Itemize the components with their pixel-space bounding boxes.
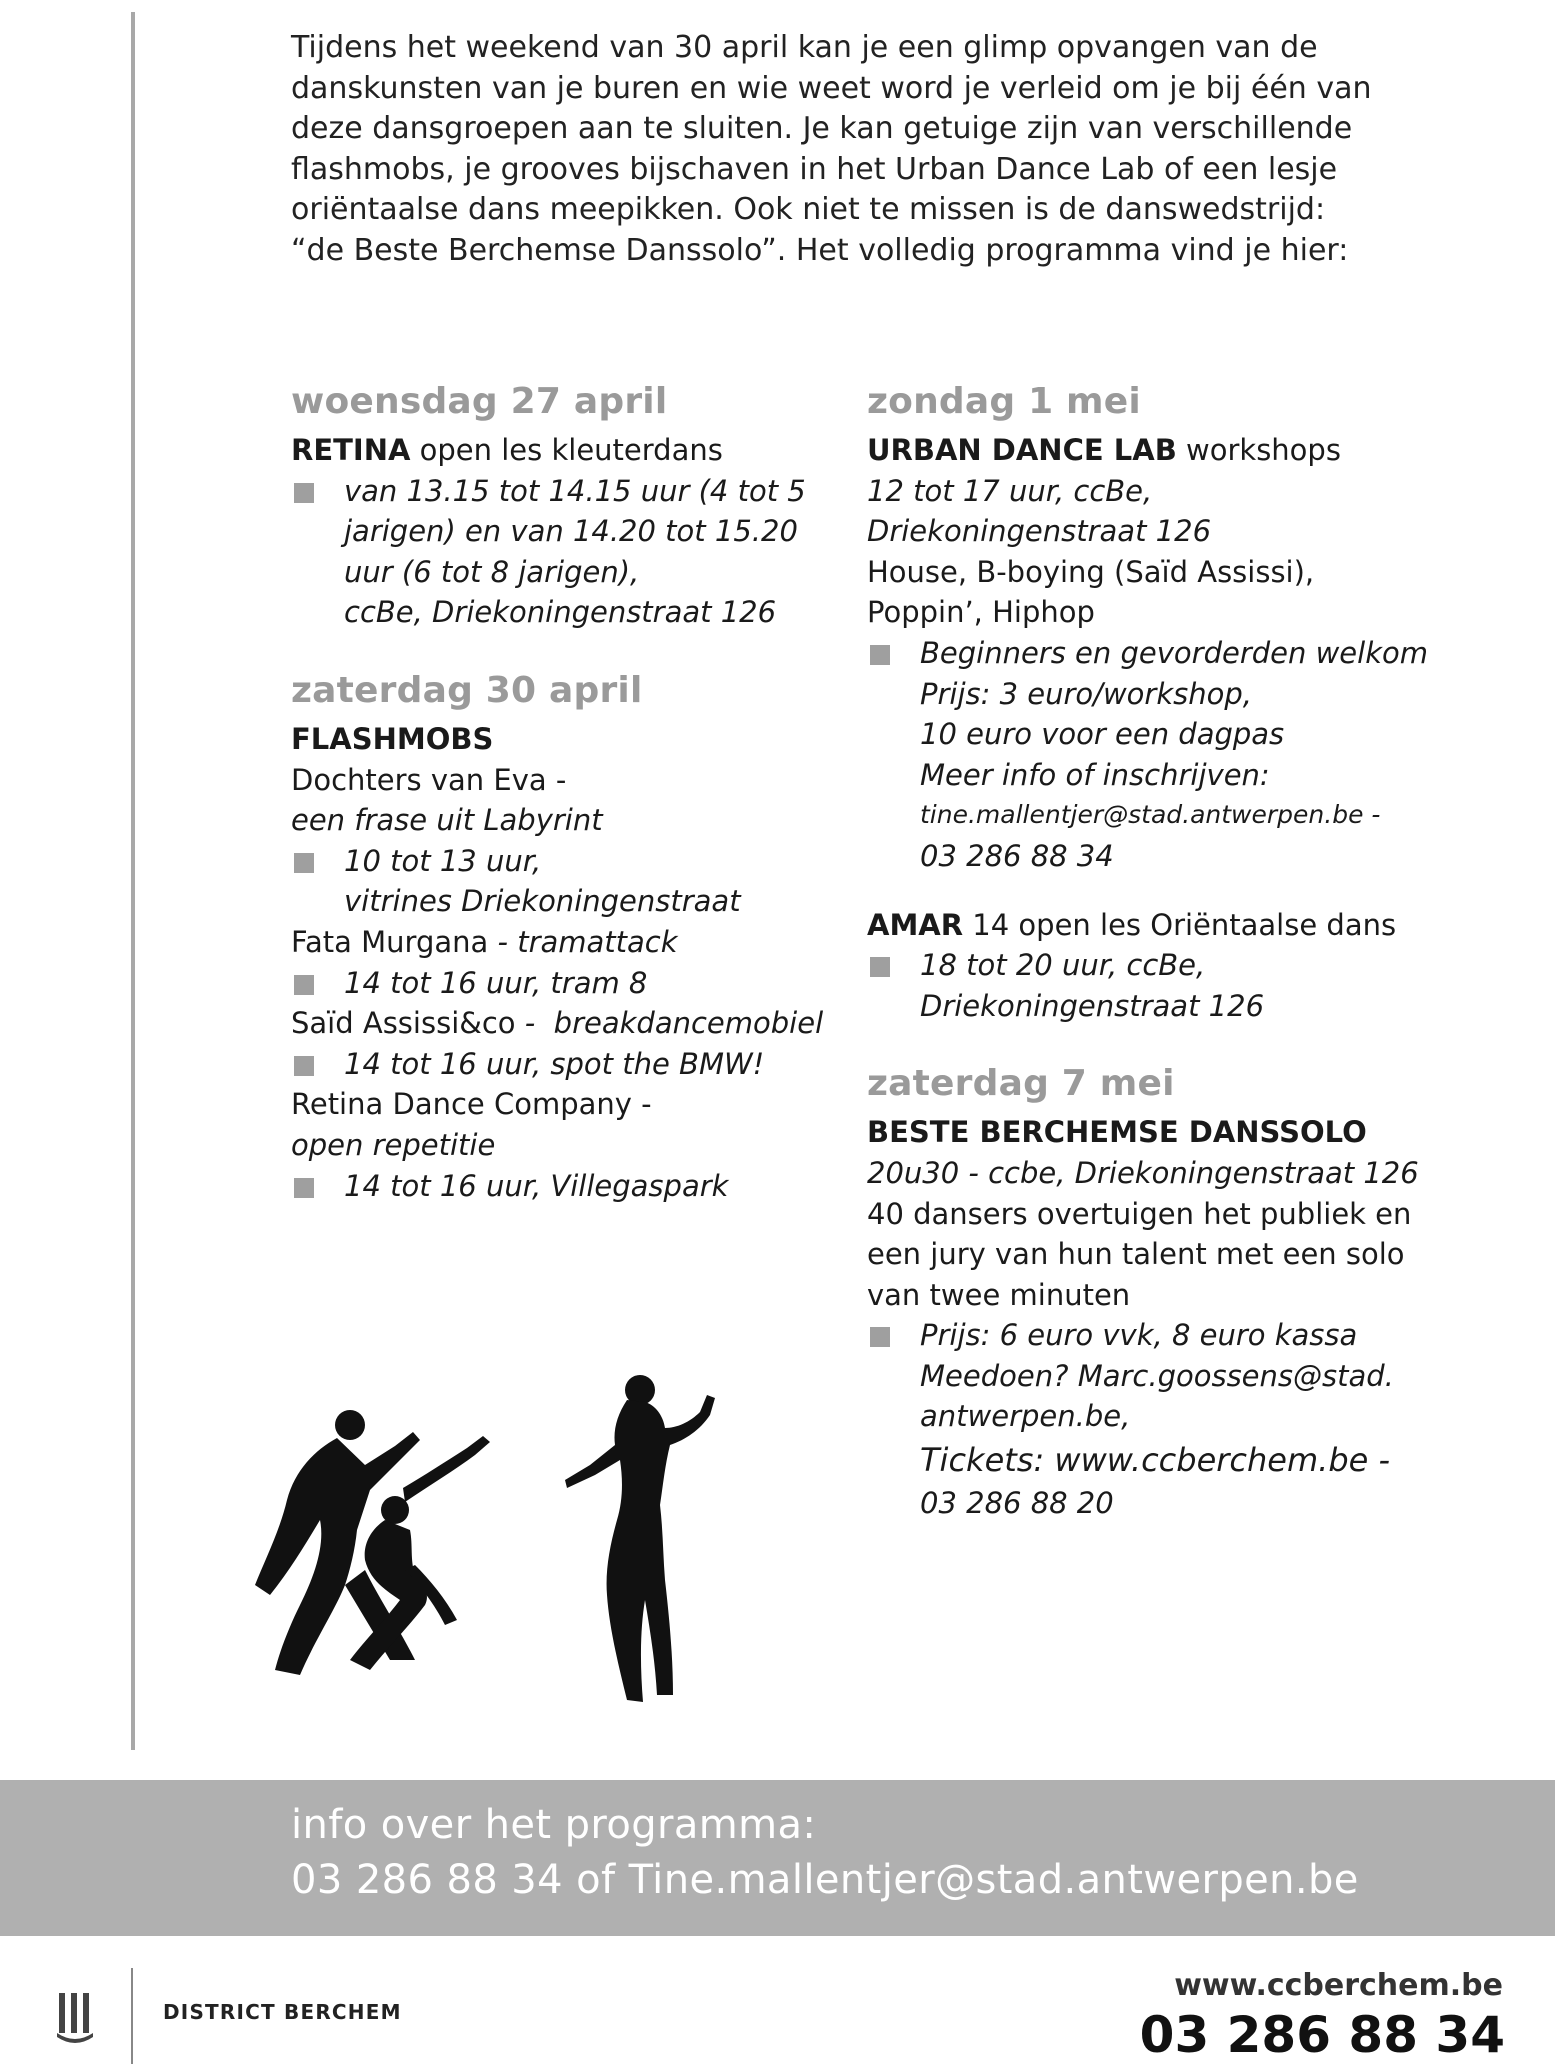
group-name: Saïd Assissi&co	[291, 1006, 516, 1041]
bullet-line: 10 euro voor een dagpas	[920, 717, 1285, 752]
bullet-square-icon	[870, 645, 890, 665]
event-description: 40 dansers overtuigen het publiek en	[867, 1196, 1412, 1231]
bullet-line: 10 tot 13 uur,	[344, 843, 542, 878]
bullet-line: Meer info of inschrijven:	[920, 757, 1270, 792]
bullet-line: Beginners en gevorderden welkom	[920, 635, 1428, 670]
intro-line: danskunsten van je buren en wie weet word je verleid om je bij één van	[291, 70, 1372, 106]
bullet-square-icon	[294, 853, 314, 873]
bullet-square-icon	[294, 975, 314, 995]
contact-phone: 03 286 88 34	[920, 838, 1114, 873]
bullet-line: 14 tot 16 uur, Villegaspark	[344, 1168, 729, 1203]
event-title: AMAR	[867, 907, 964, 942]
group-said-assissi	[291, 1003, 831, 1044]
bullet-line: Meedoen? Marc.goossens@stad.	[920, 1358, 1394, 1393]
event-time: 20u30 - ccbe, Driekoningenstraat 126	[867, 1155, 1419, 1190]
bullet-item	[291, 841, 831, 922]
day-heading-wednesday: woensdag 27 april	[291, 381, 668, 422]
day-heading-saturday-7: zaterdag 7 mei	[867, 1063, 1175, 1105]
bullet-line: uur (6 tot 8 jarigen),	[344, 554, 640, 589]
vertical-rule	[131, 12, 135, 1750]
program-right-column	[867, 380, 1507, 1524]
group-description: open repetitie	[291, 1127, 496, 1162]
event-styles: Poppin’, Hiphop	[867, 595, 1095, 630]
bullet-line: antwerpen.be,	[920, 1399, 1131, 1434]
group-description: - tramattack	[488, 924, 678, 959]
bullet-line: van 13.15 tot 14.15 uur (4 tot 5	[344, 473, 806, 508]
bullet-line: Prijs: 3 euro/workshop,	[920, 676, 1252, 711]
event-title-danssolo: BESTE BERCHEMSE DANSSOLO	[867, 1115, 1367, 1150]
bullet-item	[291, 1044, 831, 1085]
event-time: 12 tot 17 uur, ccBe,	[867, 473, 1153, 508]
event-title: RETINA	[291, 433, 411, 467]
bullet-item	[867, 945, 1507, 1026]
bullet-line: 14 tot 16 uur, tram 8	[344, 965, 648, 1000]
event-urban-dance-lab	[867, 430, 1507, 471]
dancers-silhouette-illustration	[245, 1370, 745, 1730]
bullet-item	[867, 1315, 1507, 1523]
intro-line: Tijdens het weekend van 30 april kan je een glimp opvangen van de	[291, 30, 1318, 65]
footer-separator	[131, 1968, 133, 2064]
event-address: Driekoningenstraat 126	[867, 514, 1212, 549]
event-amar	[867, 905, 1507, 946]
event-retina	[291, 430, 831, 471]
bullet-square-icon	[294, 1178, 314, 1198]
group-name: Dochters van Eva -	[291, 762, 567, 797]
event-subtitle: workshops	[1186, 433, 1341, 467]
bullet-line: 14 tot 16 uur, spot the BMW!	[344, 1046, 765, 1081]
event-description: een jury van hun talent met een solo	[867, 1237, 1405, 1272]
event-subtitle: open les Oriëntaalse dans	[1018, 907, 1397, 942]
tickets-phone: 03 286 88 20	[920, 1486, 1114, 1521]
intro-line: “de Beste Berchemse Danssolo”. Het volledig programma vind je hier:	[291, 232, 1349, 268]
info-banner-title: info over het programma:	[291, 1802, 817, 1848]
bullet-square-icon	[870, 1327, 890, 1347]
intro-line: flashmobs, je grooves bijschaven in het Urban Dance Lab of een lesje	[291, 151, 1338, 187]
group-name: Fata Murgana	[291, 924, 489, 959]
program-left-column	[291, 380, 831, 1206]
bullet-line: Prijs: 6 euro vvk, 8 euro kassa	[920, 1318, 1358, 1353]
event-styles: House, B-boying (Saïd Assissi),	[867, 554, 1315, 589]
district-name: DISTRICT BERCHEM	[163, 2000, 402, 2024]
event-number: 14	[972, 907, 1010, 942]
bullet-item	[867, 633, 1507, 877]
bullet-square-icon	[294, 1056, 314, 1076]
footer-phone: 03 286 88 34	[1139, 2006, 1505, 2064]
group-name: Retina Dance Company -	[291, 1087, 652, 1122]
event-title: URBAN DANCE LAB	[867, 433, 1177, 467]
tickets-line: Tickets: www.ccberchem.be -	[920, 1441, 1391, 1480]
bullet-line: 18 tot 20 uur, ccBe,	[920, 948, 1206, 983]
bullet-item	[291, 471, 831, 633]
bullet-line: Driekoningenstraat 126	[920, 988, 1265, 1023]
day-heading-sunday: zondag 1 mei	[867, 381, 1141, 422]
event-subtitle: open les kleuterdans	[419, 433, 723, 467]
intro-line: oriëntaalse dans meepikken. Ook niet te missen is de danswedstrijd:	[291, 192, 1326, 227]
contact-email: tine.mallentjer@stad.antwerpen.be -	[920, 800, 1381, 830]
bullet-line: vitrines Driekoningenstraat	[344, 884, 741, 919]
group-description: een frase uit Labyrint	[291, 803, 603, 838]
intro-paragraph	[291, 28, 1371, 271]
group-fata-morgana	[291, 922, 831, 963]
bullet-item	[291, 1166, 831, 1207]
bullet-item	[291, 963, 831, 1004]
info-banner-contact: 03 286 88 34 of Tine.mallentjer@stad.antwerpen.be	[291, 1857, 1359, 1903]
group-description: - breakdancemobiel	[515, 1006, 824, 1041]
footer-website[interactable]: www.ccberchem.be	[1174, 1968, 1503, 2003]
bullet-square-icon	[294, 483, 314, 503]
intro-line: deze dansgroepen aan te sluiten. Je kan getuige zijn van verschillende	[291, 111, 1353, 146]
event-description: van twee minuten	[867, 1277, 1131, 1312]
bullet-line: jarigen) en van 14.20 tot 15.20	[344, 514, 798, 549]
bullet-line: ccBe, Driekoningenstraat 126	[344, 595, 777, 630]
bullet-square-icon	[870, 957, 890, 977]
district-berchem-logo-icon	[55, 1985, 135, 2045]
event-title-flashmobs: FLASHMOBS	[291, 721, 494, 756]
info-banner	[0, 1780, 1555, 1936]
day-heading-saturday-30: zaterdag 30 april	[291, 669, 643, 711]
